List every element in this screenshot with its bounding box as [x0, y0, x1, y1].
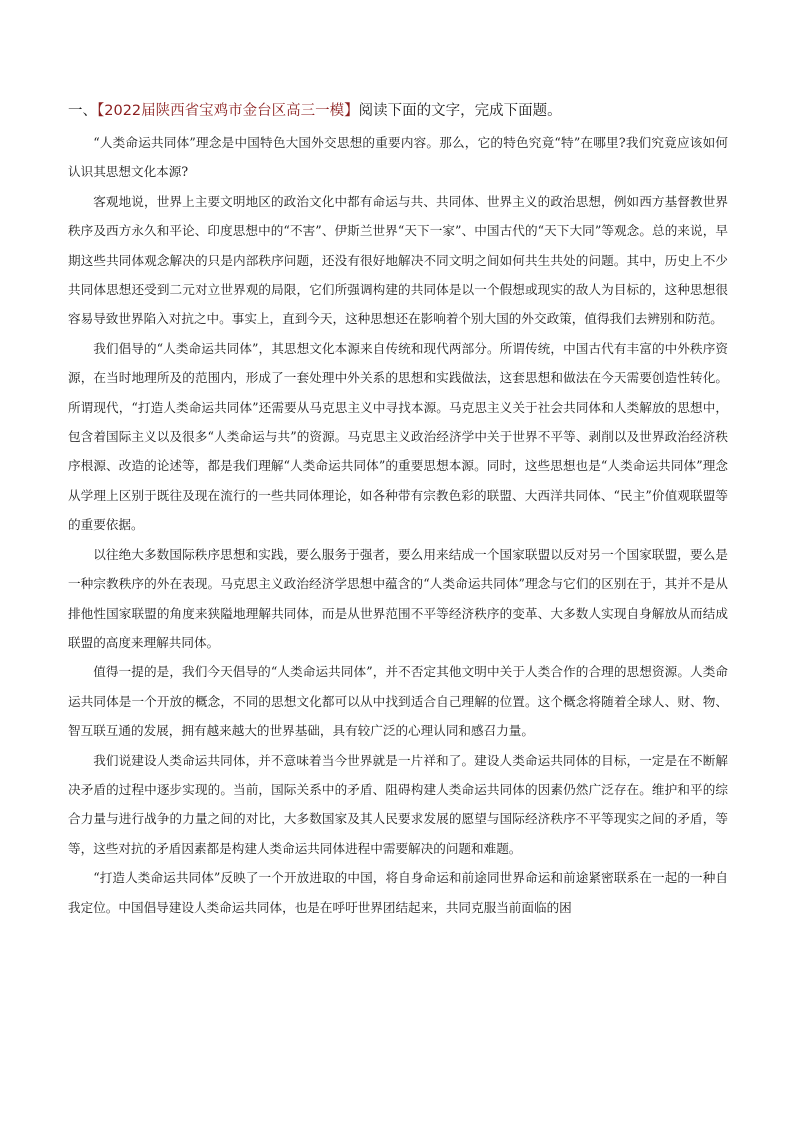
passage-paragraph-3: 我们倡导的“人类命运共同体”，其思想文化本源来自传统和现代两部分。所谓传统，中国古代有丰富的中外秩序资源，在当时地理所及的范围内，形成了一套处理中外关系的思想和实践做法，这套思想和做法在今天需要创造性转化。所谓现代，“打造人类命运共同体”还需要从马克思主义中寻找本源。马克思主义关于社会共同体和人类解放的思想中，包含着国际主义以及很多“人类命运与共”的资源。马克思主义政治经济学中关于世界不平等、剥削以及世界政治经济秩序根源、改造的论述等，都是我们理解“人类命运共同体”的重要思想本源。同时，这些思想也是“人类命运共同体”理念从学理上区别于既往及现在流行的一些共同体理论，如各种带有宗教色彩的联盟、大西洋共同体、“民主”价值观联盟等的重要依据。 [68, 340, 728, 533]
passage-paragraph-4: 以往绝大多数国际秩序思想和实践，要么服务于强者，要么用来结成一个国家联盟以反对另一个国家联盟，要么是一种宗教秩序的外在表现。马克思主义政治经济学思想中蕴含的“人类命运共同体”理念与它们的区别在于，其并不是从排他性国家联盟的角度来狭隘地理解共同体，而是从世界范围不平等经济秩序的变革、大多数人实现自身解放从而结成联盟的高度来理解共同体。 [68, 546, 728, 650]
passage-paragraph-7: “打造人类命运共同体”反映了一个开放进取的中国，将自身命运和前途同世界命运和前途紧密联系在一起的一种自我定位。中国倡导建设人类命运共同体，也是在呼吁世界团结起来，共同克服当前面临的困 [68, 870, 728, 915]
question-instruction: 阅读下面的文字，完成下面题。 [358, 103, 562, 119]
document-page [68, 100, 728, 922]
passage-paragraph-1: “人类命运共同体”理念是中国特色大国外交思想的重要内容。那么，它的特色究竟“特”在哪里?我们究竟应该如何认识其思想文化本源? [68, 135, 728, 180]
question-heading [68, 100, 728, 122]
passage-paragraph-2: 客观地说，世界上主要文明地区的政治文化中都有命运与共、共同体、世界主义的政治思想，例如西方基督教世界秩序及西方永久和平论、印度思想中的“不害”、伊斯兰世界“天下一家”、中国古代的“天下大同”等观念。总的来说，早期这些共同体观念解决的只是内部秩序问题，还没有很好地解决不同文明之间如何共生共处的问题。其中，历史上不少共同体思想还受到二元对立世界观的局限，它们所强调构建的共同体是以一个假想或现实的敌人为目标的，这种思想很容易导致世界陷入对抗之中。事实上，直到今天，这种思想还在影响着个别大国的外交政策，值得我们去辨别和防范。 [68, 193, 728, 327]
question-source: 【2022届陕西省宝鸡市金台区高三一模】 [97, 103, 359, 119]
question-number: 一、 [68, 103, 97, 119]
passage-paragraph-5: 值得一提的是，我们今天倡导的“人类命运共同体”，并不否定其他文明中关于人类合作的合理的思想资源。人类命运共同体是一个开放的概念，不同的思想文化都可以从中找到适合自己理解的位置。这个概念将随着全球人、财、物、智互联互通的发展，拥有越来越大的世界基础，具有较广泛的心理认同和感召力量。 [68, 664, 728, 739]
passage-paragraph-6: 我们说建设人类命运共同体，并不意味着当今世界就是一片祥和了。建设人类命运共同体的目标，一定是在不断解决矛盾的过程中逐步实现的。当前，国际关系中的矛盾、阻碍构建人类命运共同体的因素仍然广泛存在。维护和平的综合力量与进行战争的力量之间的对比，大多数国家及其人民要求发展的愿望与国际经济秩序不平等现实之间的矛盾，等等，这些对抗的矛盾因素都是构建人类命运共同体进程中需要解决的问题和难题。 [68, 752, 728, 856]
